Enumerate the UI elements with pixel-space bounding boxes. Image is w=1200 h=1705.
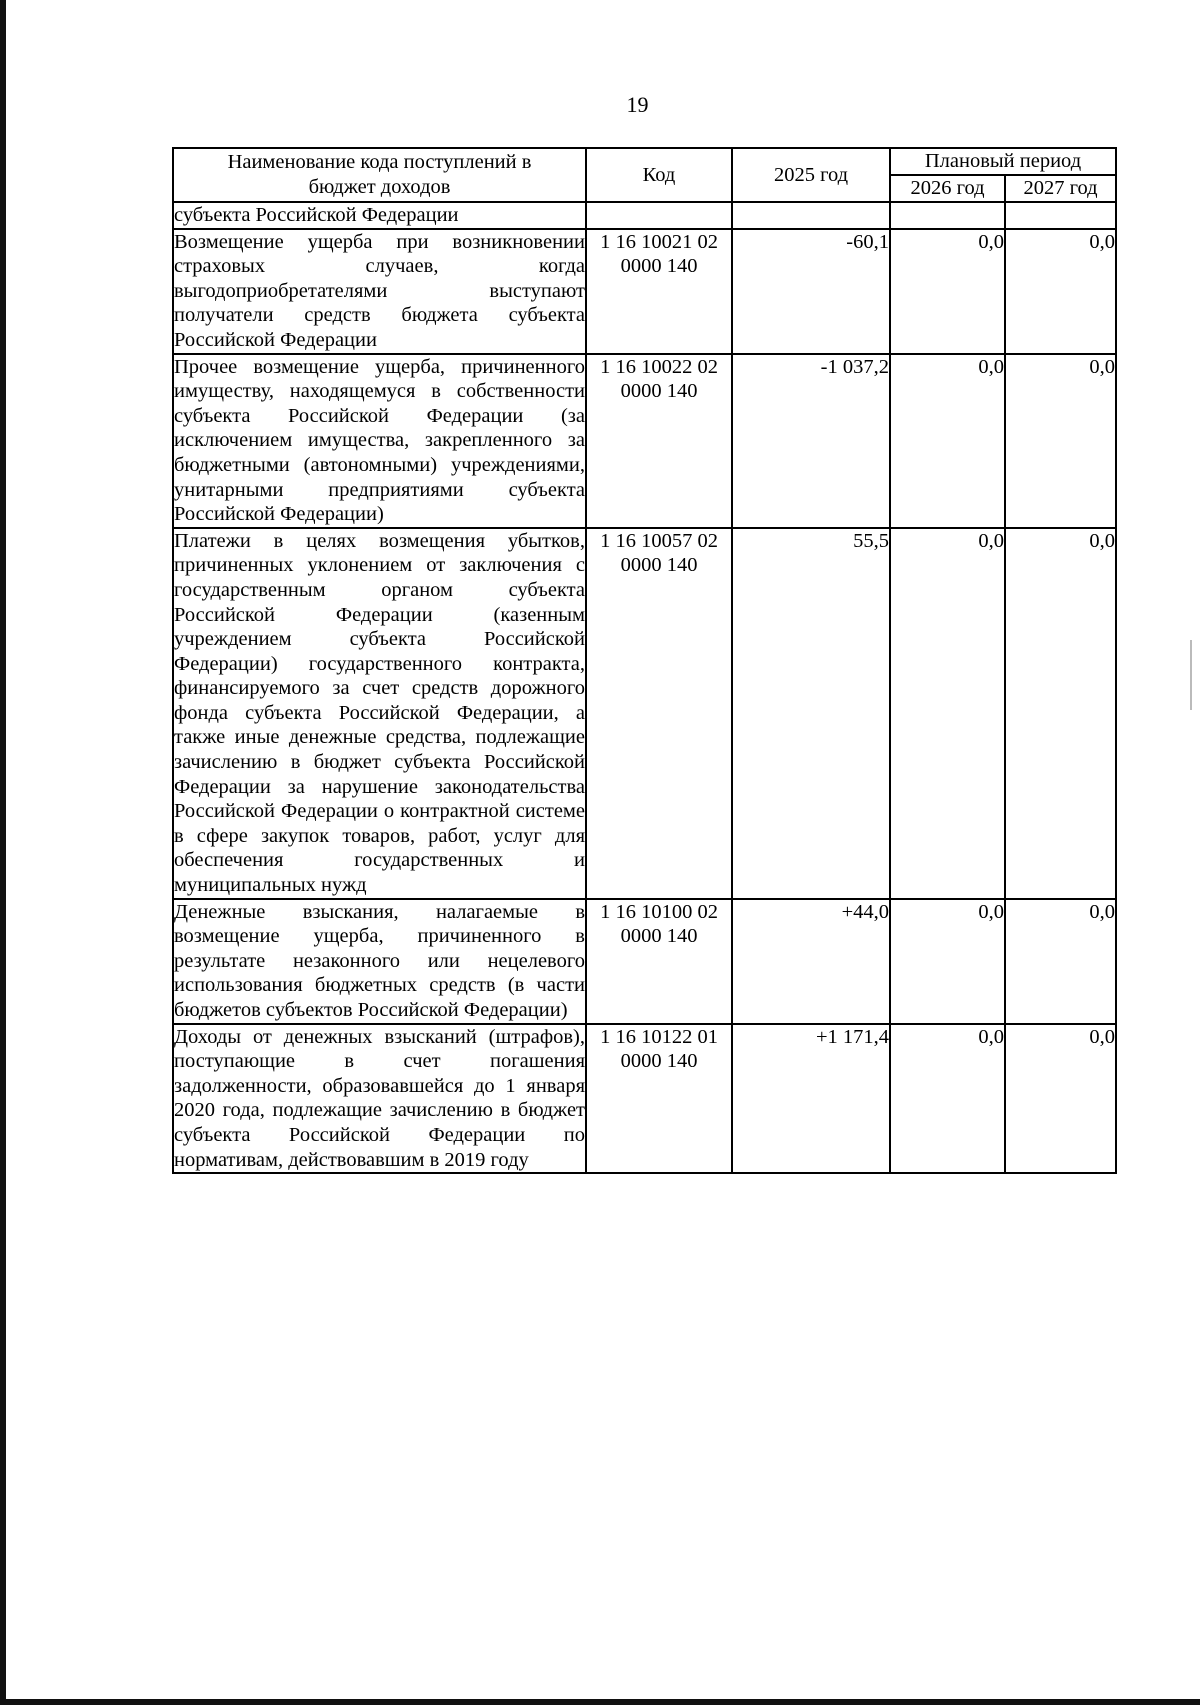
row-name: Денежные взыскания, налагаемые в возмещение ущерба, причиненного в результате незаконного или нецелевого использования бюджетных средств (в части бюджетов субъектов Российской Федерации) <box>173 899 586 1024</box>
table-row <box>173 1024 1116 1174</box>
table-row <box>173 528 1116 899</box>
page-number: 19 <box>626 92 649 117</box>
header-2026: 2026 год <box>890 175 1005 202</box>
row-2025: +44,0 <box>732 899 890 1024</box>
row-2026: 0,0 <box>890 899 1005 1024</box>
row-2027: 0,0 <box>1005 899 1116 1024</box>
row-2026: 0,0 <box>890 229 1005 354</box>
row-2027: 0,0 <box>1005 354 1116 528</box>
header-code: Код <box>586 148 732 202</box>
row-code: 1 16 10122 01 0000 140 <box>586 1024 732 1174</box>
scan-border-left <box>0 0 6 1705</box>
table-row-continuation <box>173 202 1116 229</box>
row-name: Доходы от денежных взысканий (штрафов), поступающие в счет погашения задолженности, образовавшейся до 1 января 2020 года, подлежащие зачислению в бюджет субъекта Российской Федерации по нормативам, действовавшим в 2019 году <box>173 1024 586 1174</box>
row-code: 1 16 10057 02 0000 140 <box>586 528 732 899</box>
row-2025: -60,1 <box>732 229 890 354</box>
header-name-line-1: Наименование кода поступлений в <box>227 151 532 174</box>
row-name: Платежи в целях возмещения убытков, причиненных уклонением от заключения с государственным органом субъекта Российской Федерации (казенным учреждением субъекта Российской Федерации) государственного контракта, финансируемого за счет средств дорожного фонда субъекта Российской Федерации, а также иные денежные средства, подлежащие зачислению в бюджет субъекта Российской Федерации за нарушение законодательства Российской Федерации о контрактной системе в сфере закупок товаров, работ, услуг для обеспечения государственных и муниципальных нужд <box>173 528 586 899</box>
continuation-text: субъекта Российской Федерации <box>173 202 586 229</box>
row-code: 1 16 10100 02 0000 140 <box>586 899 732 1024</box>
row-code: 1 16 10022 02 0000 140 <box>586 354 732 528</box>
header-2025: 2025 год <box>732 148 890 202</box>
scan-artifact-mark <box>1190 640 1192 710</box>
row-2025: +1 171,4 <box>732 1024 890 1174</box>
row-2027: 0,0 <box>1005 229 1116 354</box>
header-planned-period: Плановый период <box>890 148 1116 175</box>
table-row <box>173 899 1116 1024</box>
row-2027: 0,0 <box>1005 528 1116 899</box>
header-name <box>173 148 586 202</box>
row-name: Прочее возмещение ущерба, причиненного имуществу, находящемуся в собственности субъекта Российской Федерации (за исключением имущества, закрепленного за бюджетными (автономными) учреждениями, унитарными предприятиями субъекта Российской Федерации) <box>173 354 586 528</box>
scan-border-bottom <box>0 1699 1200 1705</box>
row-code: 1 16 10021 02 0000 140 <box>586 229 732 354</box>
row-2025: 55,5 <box>732 528 890 899</box>
row-2026: 0,0 <box>890 354 1005 528</box>
header-name-line-2: бюджет доходов <box>308 176 451 198</box>
table-row <box>173 229 1116 354</box>
row-2027: 0,0 <box>1005 1024 1116 1174</box>
row-name: Возмещение ущерба при возникновении страховых случаев, когда выгодоприобретателями выступают получатели средств бюджета субъекта Российской Федерации <box>173 229 586 354</box>
revenue-table <box>172 147 1117 1174</box>
table-row <box>173 354 1116 528</box>
row-2026: 0,0 <box>890 1024 1005 1174</box>
header-2027: 2027 год <box>1005 175 1116 202</box>
row-2025: -1 037,2 <box>732 354 890 528</box>
row-2026: 0,0 <box>890 528 1005 899</box>
